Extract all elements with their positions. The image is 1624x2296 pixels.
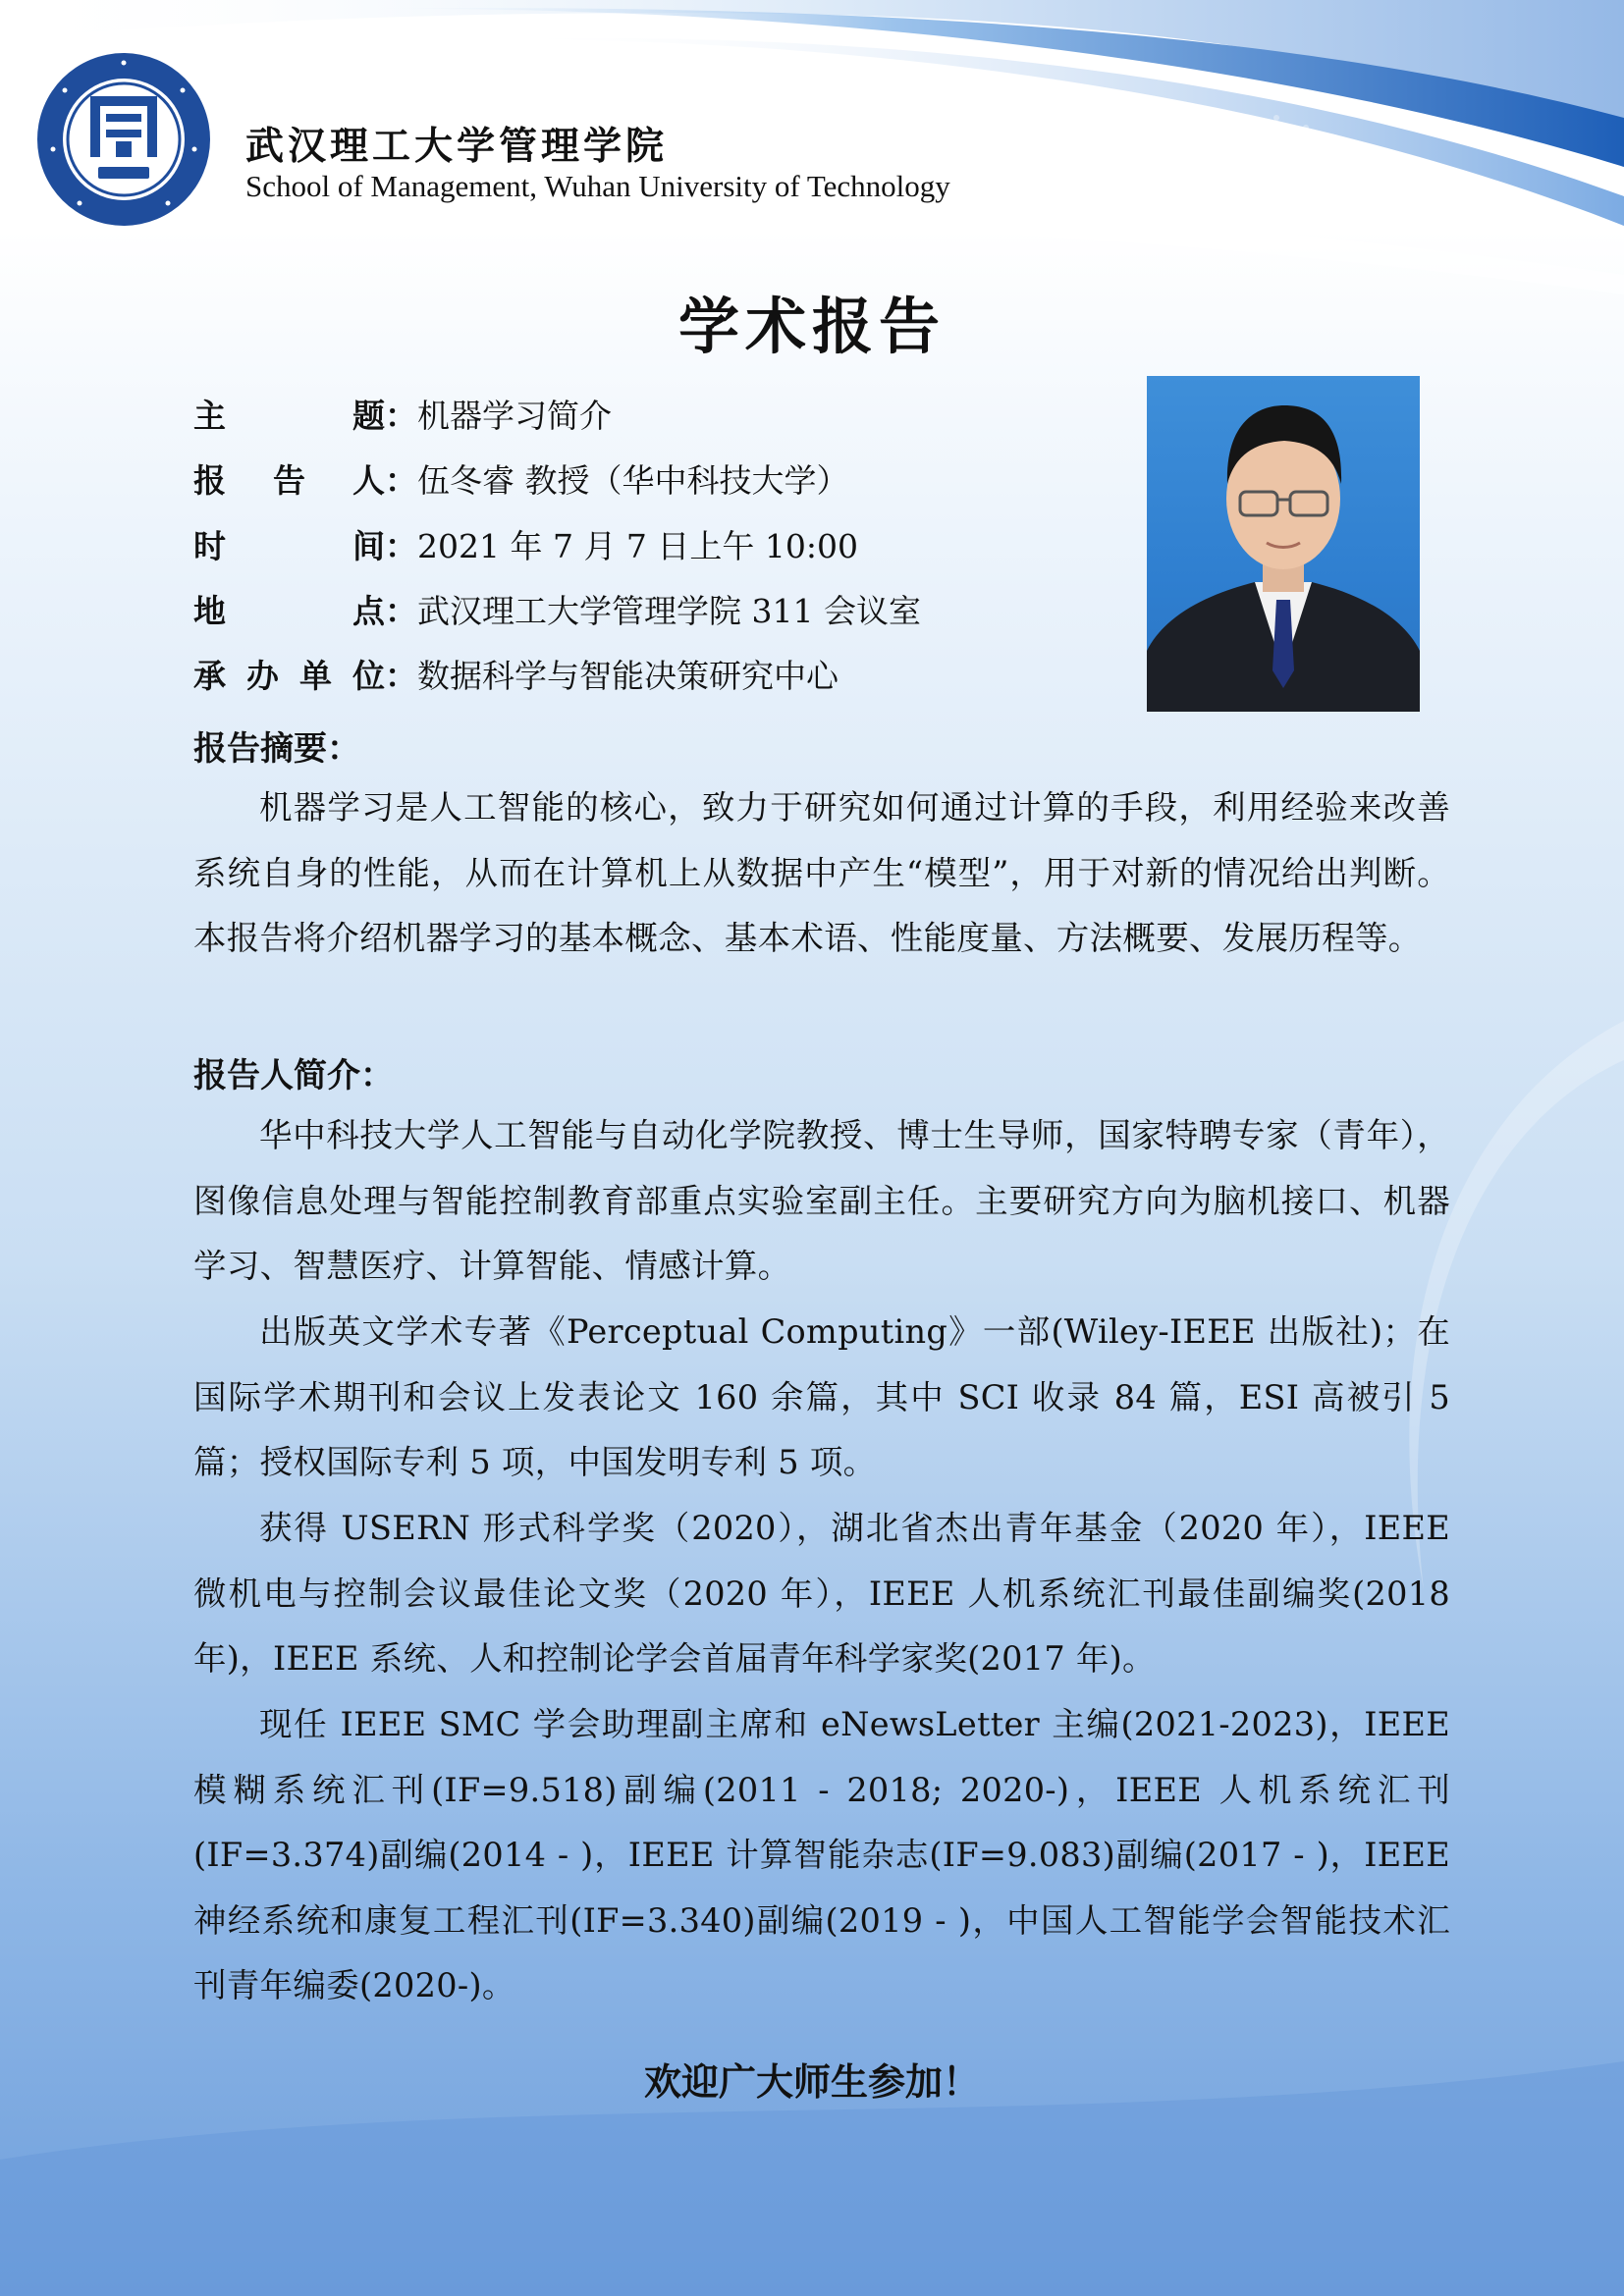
info-value: 数据科学与智能决策研究中心 <box>417 657 839 695</box>
school-name-cn: 武汉理工大学管理学院 <box>245 125 669 169</box>
info-colon: ： <box>385 657 417 695</box>
info-value: 武汉理工大学管理学院 311 会议室 <box>417 592 921 630</box>
info-value: 机器学习简介 <box>417 397 612 435</box>
info-label: 主题 <box>193 397 385 435</box>
bio-paragraph: 现任 IEEE SMC 学会助理副主席和 eNewsLetter 主编(2021-2023)，IEEE 模糊系统汇刊(IF=9.518)副编(2011 - 2018; 2020-)，IEEE 人机系统汇刊(IF=3.374)副编(2014 - )，IEEE 计算智能杂志(IF=9.083)副编(2017 - )，IEEE 神经系统和康复工程汇刊(IF=3.340)副编(2019 - )，中国人工智能学会智能技术汇刊青年编委(2020-)。 <box>193 1705 1450 2004</box>
school-name-en: School of Management, Wuhan University of Technology <box>245 169 950 203</box>
speaker-portrait-icon <box>1147 376 1420 712</box>
bio-paragraph: 出版英文学术专著《Perceptual Computing》一部(Wiley-IEEE 出版社)；在国际学术期刊和会议上发表论文 160 余篇，其中 SCI 收录 84 篇，ESI 高被引 5 篇；授权国际专利 5 项，中国发明专利 5 项。 <box>193 1312 1450 1481</box>
info-row-location <box>193 590 921 633</box>
university-seal-icon <box>35 51 212 228</box>
info-colon: ： <box>385 397 417 435</box>
info-row-topic <box>193 395 612 438</box>
info-row-time <box>193 525 858 568</box>
page-title: 学术报告 <box>677 291 946 362</box>
info-label: 报告人 <box>193 461 385 500</box>
info-row-organizer <box>193 655 839 698</box>
bio-paragraph: 华中科技大学人工智能与自动化学院教授、博士生导师，国家特聘专家（青年），图像信息处理与智能控制教育部重点实验室副主任。主要研究方向为脑机接口、机器学习、智慧医疗、计算智能、情感计算。 <box>193 1116 1450 1285</box>
info-value: 2021 年 7 月 7 日上午 10:00 <box>417 527 859 565</box>
bio-heading: 报告人简介： <box>193 1056 394 1095</box>
info-colon: ： <box>385 592 417 630</box>
bio-paragraph: 获得 USERN 形式科学奖（2020），湖北省杰出青年基金（2020 年），IEEE 微机电与控制会议最佳论文奖（2020 年），IEEE 人机系统汇刊最佳副编奖(2018 年)，IEEE 系统、人和控制论学会首届青年科学家奖(2017 年)。 <box>193 1509 1450 1678</box>
abstract-text: 机器学习是人工智能的核心，致力于研究如何通过计算的手段，利用经验来改善系统自身的性能，从而在计算机上从数据中产生“模型”，用于对新的情况给出判断。本报告将介绍机器学习的基本概念、基本术语、性能度量、方法概要、发展历程等。 <box>193 788 1450 957</box>
abstract-heading: 报告摘要： <box>193 729 360 769</box>
info-colon: ： <box>385 461 417 500</box>
info-label: 地点 <box>193 592 385 630</box>
info-label: 时间 <box>193 527 385 565</box>
info-colon: ： <box>385 527 417 565</box>
info-row-speaker <box>193 459 849 503</box>
closing-message: 欢迎广大师生参加！ <box>643 2060 980 2104</box>
info-value: 伍冬睿 教授（华中科技大学） <box>417 461 849 500</box>
info-label: 承办单位 <box>193 657 385 695</box>
